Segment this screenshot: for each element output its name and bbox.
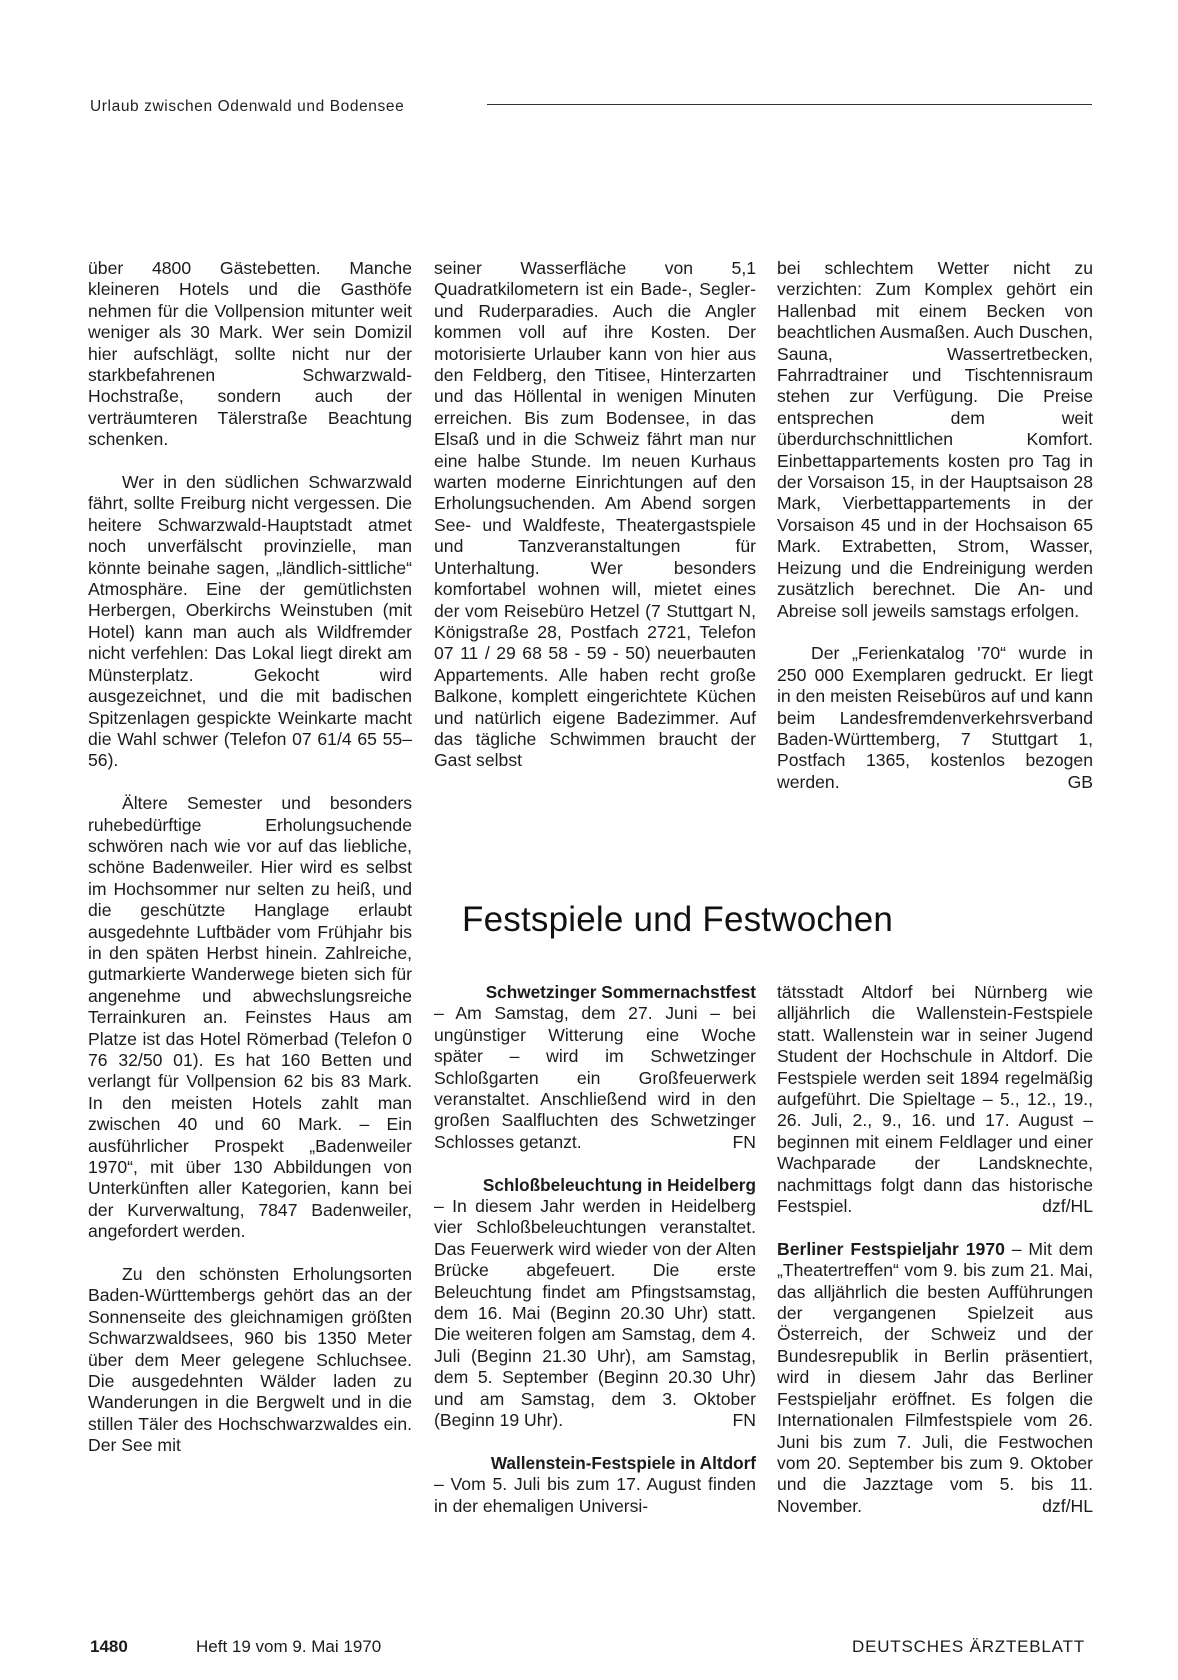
paragraph (777, 643, 1093, 793)
author-sign: FN (732, 1131, 756, 1152)
item-title: Berliner Festspieljahr 1970 (777, 1238, 1005, 1259)
article-column-1 (88, 258, 412, 1457)
header-rule (487, 104, 1092, 105)
author-sign: dzf/HL (1042, 1196, 1093, 1217)
item-body: – Mit dem „Theatertreffen“ vom 9. bis zum 21. Mai, das alljährlich die besten Aufführungen der vergangenen Spielzeit aus Österreich, der Schweiz und der Bundesrepublik in Berlin präsentiert, wird in diesem Jahr das Berliner Festspieljahr eröffnet. Es folgen die Internationalen Filmfestspiele vom 26. Juni bis zum 7. Juli, die Festwochen vom 20. September bis zum 9. Oktober und die Jazztage vom 5. bis 11. November. (777, 1238, 1093, 1516)
issue-info: Heft 19 vom 9. Mai 1970 (196, 1637, 382, 1656)
author-sign: dzf/HL (1042, 1495, 1093, 1516)
item-body: – In diesem Jahr werden in Heidelberg vier Schloßbeleuchtungen veranstaltet. Das Feuerwerk wird wieder von der Alten Brücke abgefeuert. Die erste Beleuchtung findet am Pfingstsamstag, dem 16. Mai (Beginn 20.30 Uhr) statt. Die weiteren folgen am Samstag, dem 4. Juli (Beginn 21.30 Uhr), am Samstag, dem 5. September (Beginn 20.30 Uhr) und am Samstag, dem 3. Oktober (Beginn 19 Uhr). (434, 1196, 756, 1431)
item-title: Wallenstein-Festspiele in Altdorf (490, 1452, 756, 1473)
festival-column-2 (777, 982, 1093, 1517)
item-text (434, 1196, 756, 1431)
paragraph-text: Der „Ferienkatalog '70“ wurde in 250 000 Exemplaren gedruckt. Er liegt in den meisten Reisebüros auf und kann beim Landesfremdenverkehrsverband Baden-Württemberg, 7 Stuttgart 1, Postfach 1365, kostenlos bezogen werden. (777, 643, 1093, 792)
item-text: – Vom 5. Juli bis zum 17. August finden in der ehemaligen Universi- (434, 1474, 756, 1516)
page-number: 1480 (90, 1637, 128, 1656)
paragraph: über 4800 Gästebetten. Manche kleineren Hotels und die Gasthöfe nehmen für die Vollpension mitunter weit weniger als 30 Mark. Wer sein Domizil hier aufschlägt, sollte nicht nur der starkbefahrenen Schwarzwald-Hochstraße, sondern auch der verträumteren Tälerstraße Beachtung schenken. (88, 258, 412, 450)
running-head: Urlaub zwischen Odenwald und Bodensee (90, 98, 405, 115)
paragraph: bei schlechtem Wetter nicht zu verzichten: Zum Komplex gehört ein Hallenbad mit einem Becken von beachtlichen Ausmaßen. Auch Duschen, Sauna, Wassertretbecken, Fahrradtrainer und Tischtennisraum stehen zur Verfügung. Die Preise entsprechen dem weit überdurchschnittlichen Komfort. Einbettappartements kosten pro Tag in der Vorsaison 15, in der Hauptsaison 28 Mark, Vierbettappartements in der Vorsaison 45 und in der Hochsaison 65 Mark. Extrabetten, Strom, Wasser, Heizung und die Endreinigung werden zusätzlich berechnet. Die An- und Abreise soll jeweils samstags erfolgen. (777, 258, 1093, 621)
item-text (777, 1239, 1093, 1517)
item-text (777, 982, 1093, 1217)
journal-name: DEUTSCHES ÄRZTEBLATT (852, 1637, 1085, 1656)
paragraph: seiner Wasserfläche von 5,1 Quadratkilometern ist ein Bade-, Segler- und Ruderparadies. Auch die Angler kommen voll auf ihre Kosten. Der motorisierte Urlauber kann von hier aus den Feldberg, den Titisee, Hinterzarten und das Höllental in wenigen Minuten erreichen. Bis zum Bodensee, in das Elsaß und in die Schweiz fährt man nur eine halbe Stunde. Im neuen Kurhaus warten moderne Einrichtungen auf den Erholungsuchenden. Am Abend sorgen See- und Waldfeste, Theatergastspiele und Tanzveranstaltungen für Unterhaltung. Wer besonders komfortabel wohnen will, mietet eines der vom Reisebüro Hetzel (7 Stuttgart N, Königstraße 28, Postfach 2721, Telefon 07 11 / 29 68 58 - 59 - 50) neuerbauten Appartements. Alle haben recht große Balkone, komplett eingerichtete Küchen und natürlich eigene Badezimmer. Auf das tägliche Schwimmen braucht der Gast selbst (434, 258, 756, 771)
paragraph: Wer in den südlichen Schwarzwald fährt, sollte Freiburg nicht vergessen. Die heitere Schwarzwald-Hauptstadt atmet noch unverfälscht provinzielle, man könnte beinahe sagen, „ländlich-sittliche“ Atmosphäre. Eine der gemütlichsten Herbergen, Oberkirchs Weinstuben (mit Hotel) kann man auch als Wildfremder nicht verfehlen: Das Lokal liegt direkt am Münsterplatz. Gekocht wird ausgezeichnet, und die mit badischen Spitzenlagen gespickte Weinkarte macht die Wahl schwer (Telefon 07 61/4 65 55–56). (88, 472, 412, 771)
article-column-3 (777, 258, 1093, 793)
paragraph: Zu den schönsten Erholungsorten Baden-Württembergs gehört das an der Sonnenseite des gleichnamigen größten Schwarzwaldsees, 960 bis 1350 Meter über dem Meer gelegene Schluchsee. Die ausgedehnten Wälder laden zu Wanderungen in die Bergwelt und in die stillen Täler des Hochschwarzwaldes ein. Der See mit (88, 1264, 412, 1456)
item-body: – Am Samstag, dem 27. Juni – bei ungünstiger Witterung eine Woche später – wird im Schwetzinger Schloßgarten ein Großfeuerwerk veranstaltet. Anschließend wird in den großen Saalfluchten des Schwetzinger Schlosses getanzt. (434, 1003, 756, 1152)
item-title: Schloßbeleuchtung in Heidelberg (482, 1174, 756, 1195)
item-body: tätsstadt Altdorf bei Nürnberg wie alljährlich die Wallenstein-Festspiele statt. Wallenstein war in seiner Jugend Student der Hochschule in Altdorf. Die Festspiele werden seit 1894 regelmäßig aufgeführt. Die Spieltage – 5., 12., 19., 26. Juli, 2., 9., 16. und 17. August – beginnen mit einem Feldlager und einer Wachparade der Landsknechte, nachmittags folgt dann das historische Festspiel. (777, 982, 1093, 1217)
author-sign: FN (732, 1410, 756, 1431)
author-sign: GB (1067, 771, 1093, 792)
festival-column-1 (434, 982, 756, 1517)
item-title: Schwetzinger Sommernachstfest (485, 982, 756, 1002)
section-heading: Festspiele und Festwochen (462, 900, 894, 939)
paragraph: Ältere Semester und besonders ruhebedürftige Erholungsuchende schwören nach wie vor auf das liebliche, schöne Badenweiler. Hier wird es selbst im Hochsommer nur selten zu heiß, und die geschützte Hanglage erlaubt ausgedehnte Luftbäder vom Frühjahr bis in den späten Herbst hinein. Zahlreiche, gutmarkierte Wanderwege bieten sich für angenehme und abwechslungsreiche Terrainkuren an. Feinstes Haus am Platze ist das Hotel Römerbad (Telefon 0 76 32/50 01). Es hat 160 Betten und verlangt für Vollpension 62 bis 83 Mark. In den meisten Hotels zahlt man zwischen 40 und 60 Mark. – Ein ausführlicher Prospekt „Badenweiler 1970“, mit über 130 Abbildungen von Unterkünften aller Kategorien, kann bei der Kurverwaltung, 7847 Badenweiler, angefordert werden. (88, 793, 412, 1242)
article-column-2 (434, 258, 756, 772)
item-text (434, 1003, 756, 1153)
